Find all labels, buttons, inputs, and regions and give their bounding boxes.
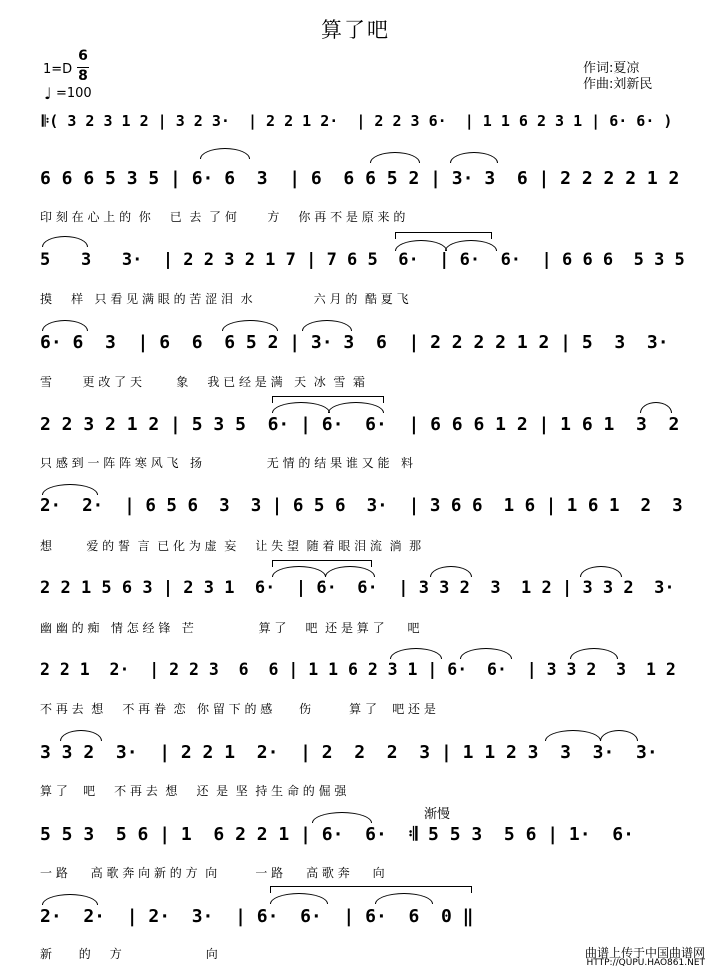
tie-mark — [328, 402, 384, 413]
tie-mark — [222, 320, 278, 331]
system-4-notes: 6· 6 3 | 6 6 6 5 2 | 3· 3 6 | 2 2 2 2 1 2 | 5 3 3· — [40, 332, 669, 353]
system-8-lyrics: 不 再 去 想 不 再 眷 恋 你 留 下 的 感 伤 算 了 吧 还 是 — [40, 702, 436, 716]
tie-mark — [430, 566, 472, 577]
tie-mark — [600, 730, 638, 741]
system-2-notes: 6 6 6 5 3 5 | 6· 6 3 | 6 6 6 5 2 | 3· 3 6 | 2 2 2 2 1 2 — [40, 168, 680, 189]
tie-mark — [272, 566, 326, 577]
time-sig-denominator: 8 — [78, 68, 88, 84]
bracket-mark — [270, 886, 472, 893]
system-8-notes: 2 2 1 2· | 2 2 3 6 6 | 1 1 6 2 3 1 | 6· 6· | 3 3 2 3 1 2 — [40, 660, 676, 679]
tie-mark — [460, 648, 512, 659]
system-9-lyrics: 算 了 吧 不 再 去 想 还 是 坚 持 生 命 的 倔 强 — [40, 784, 347, 798]
tie-mark — [60, 730, 102, 741]
system-5-lyrics: 只 感 到 一 阵 阵 寒 风 飞 扬 无 情 的 结 果 谁 又 能 料 — [40, 456, 413, 470]
footer-source: 曲谱上传于中国曲谱网 — [584, 946, 705, 960]
tempo: =100 — [56, 86, 92, 101]
time-sig-numerator: 6 — [78, 48, 88, 64]
system-7-lyrics: 幽 幽 的 痴 情 怎 经 锋 芒 算 了 吧 还 是 算 了 吧 — [40, 621, 420, 635]
system-3-notes: 5 3 3· | 2 2 3 2 1 7 | 7 6 5 6· | 6· 6· | 6 6 6 5 3 5 — [40, 250, 685, 270]
system-3-lyrics: 摸 样 只 看 见 满 眼 的 苦 涩 泪 水 六 月 的 酷 夏 飞 — [40, 292, 409, 306]
tie-mark — [302, 320, 352, 331]
system-1-notes: 𝄆( 3 2 3 1 2 | 3 2 3· | 2 2 1 2· | 2 2 3 6· | 1 1 6 2 3 1 | 6· 6· ) — [42, 112, 673, 130]
tie-mark — [545, 730, 601, 741]
tie-mark — [375, 893, 433, 904]
tie-mark — [42, 320, 88, 331]
tie-mark — [640, 402, 672, 413]
tempo-mark-ritardando: 渐慢 — [424, 807, 451, 822]
system-2-lyrics: 印 刻 在 心 上 的 你 已 去 了 何 方 你 再 不 是 原 来 的 — [40, 210, 406, 224]
tie-mark — [580, 566, 622, 577]
system-4-lyrics: 雪 更 改 了 天 象 我 已 经 是 满 天 冰 雪 霜 — [40, 375, 365, 389]
system-6-lyrics: 想 爱 的 誓 言 已 化 为 虚 妄 让 失 望 随 着 眼 泪 流 淌 那 — [40, 539, 422, 553]
tie-mark — [390, 648, 442, 659]
tie-mark — [272, 402, 330, 413]
key-signature: 1=D — [43, 62, 73, 77]
system-11-notes: 2· 2· | 2· 3· | 6· 6· | 6· 6 0 ‖ — [40, 906, 474, 927]
system-6-notes: 2· 2· | 6 5 6 3 3 | 6 5 6 3· | 3 6 6 1 6 | 1 6 1 2 3 — [40, 496, 683, 516]
tie-mark — [270, 893, 328, 904]
tie-mark — [450, 152, 498, 163]
tie-mark — [42, 894, 98, 905]
system-10-lyrics: 一 路 高 歌 奔 向 新 的 方 向 一 路 高 歌 奔 向 — [40, 866, 385, 880]
lyricist: 作词:夏凉 — [583, 61, 640, 76]
system-9-notes: 3 3 2 3· | 2 2 1 2· | 2 2 2 3 | 1 1 2 3 3 3· 3· — [40, 742, 658, 763]
system-10-notes: 5 5 3 5 6 | 1 6 2 2 1 | 6· 6· 𝄇 5 5 3 5 6 | 1· 6· — [40, 824, 634, 845]
bracket-mark — [395, 232, 492, 239]
footer-url: HTTP://QUPU.HAO861.NET — [586, 958, 705, 968]
tie-mark — [395, 240, 447, 251]
tie-mark — [370, 152, 420, 163]
quarter-note-icon: ♩ — [44, 84, 52, 103]
tie-mark — [42, 236, 88, 247]
system-11-lyrics: 新 的 方 向 — [40, 947, 218, 961]
tie-mark — [312, 812, 372, 823]
composer: 作曲:刘新民 — [583, 77, 653, 92]
song-title: 算了吧 — [321, 18, 390, 42]
tie-mark — [570, 648, 618, 659]
tie-mark — [445, 240, 497, 251]
tie-mark — [42, 484, 98, 495]
system-7-notes: 2 2 1 5 6 3 | 2 3 1 6· | 6· 6· | 3 3 2 3 1 2 | 3 3 2 3· — [40, 578, 675, 598]
tie-mark — [325, 566, 375, 577]
tie-mark — [200, 148, 250, 159]
system-5-notes: 2 2 3 2 1 2 | 5 3 5 6· | 6· 6· | 6 6 6 1 2 | 1 6 1 3 2 — [40, 414, 680, 435]
